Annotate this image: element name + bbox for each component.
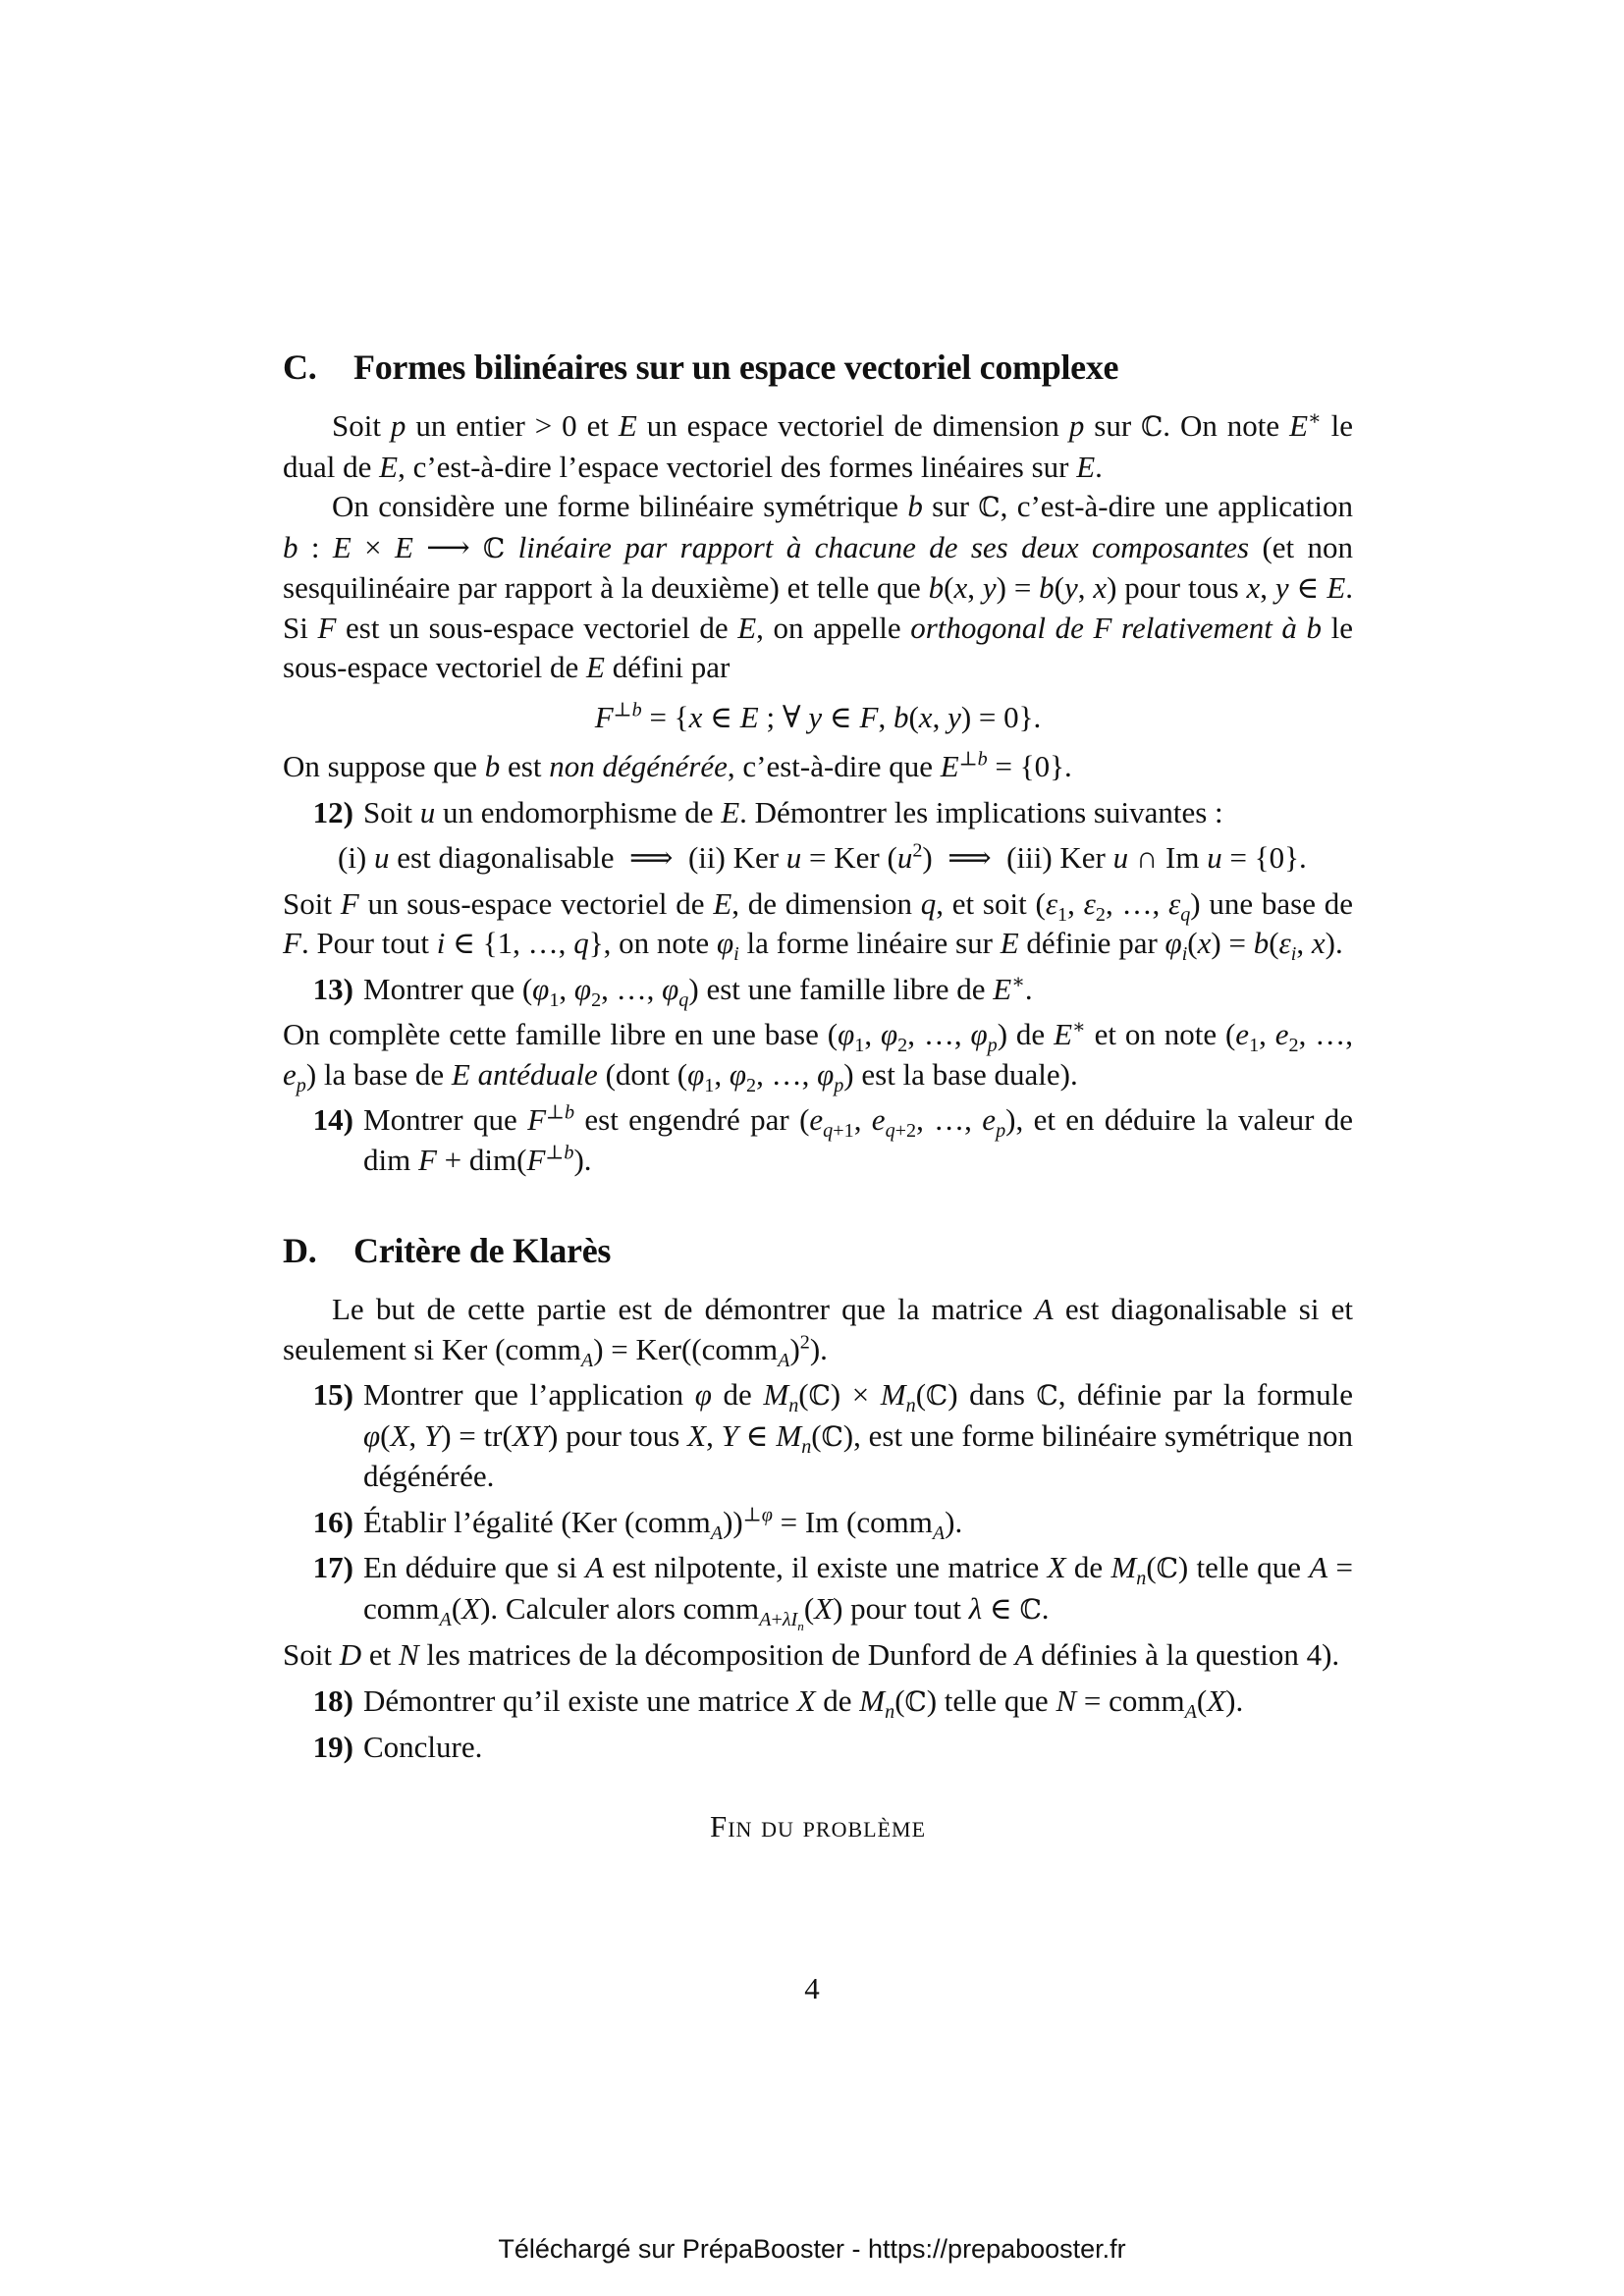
question-body: Démontrer qu’il existe une matrice X de $M_n(ℂ)$ telle que N = comm$_A$(X).: [363, 1682, 1244, 1723]
question-17: [283, 1548, 1354, 1633]
question-number: 13): [312, 971, 353, 1006]
question-16: [283, 1503, 1353, 1543]
question-15: [283, 1375, 1353, 1497]
question-body: Montrer que $F^{\perp b}$ est engendré par ($e_{q+1}$, $e_{q+2}$, …, $e_p$), et en déduire la valeur de dim $F + dim(F^{\perp b})$.: [363, 1101, 1354, 1177]
page-number: 4: [804, 1971, 820, 2005]
question-14: [283, 1100, 1353, 1180]
section-letter: C.: [283, 347, 317, 387]
paragraph-completion: On complète cette famille libre en une base ($\varphi_1$, $\varphi_2$, …, $\varphi_p$) de E∗ et on note ($e_1$, $e_2$, …, $e_p$) la base de E antéduale (dont ($\varphi_1$, $\varphi_2$, …, $\varphi_p$) est la base duale).: [283, 1016, 1354, 1096]
question-number: 19): [312, 1730, 353, 1764]
question-body: Montrer que ($\varphi_1$, $\varphi_2$, …, $\varphi_q$) est une famille libre de E∗.: [363, 971, 1033, 1011]
section-d-title: [283, 1229, 1353, 1272]
question-number: 12): [312, 794, 353, 829]
question-number: 18): [312, 1682, 353, 1718]
question-body: En déduire que si A est nilpotente, il existe une matrice X de $M_n(ℂ)$ telle que A = comm$_A$(X). Calculer alors comm$_{A+\lambda I_n}$(X) pour tout λ ∈ ℂ.: [363, 1550, 1354, 1633]
paragraph-non-degenerate: On suppose que b est non dégénérée, c’est-à-dire que $E^{\perp b} = \{0\}$.: [283, 748, 1072, 783]
question-13: [283, 970, 1353, 1010]
question-body: Soit u un endomorphisme de E. Démontrer les implications suivantes :: [363, 794, 1223, 829]
paragraph-intro-dual: Soit p un entier > 0 et E un espace vectoriel de dimension p sur ℂ. On note E∗ le dual de E, c’est-à-dire l’espace vectoriel des formes linéaires sur E.: [283, 407, 1354, 484]
paragraph-dunford: Soit D et N les matrices de la décomposition de Dunford de A définies à la question 4).: [283, 1637, 1340, 1672]
question-number: 17): [312, 1550, 353, 1584]
end-of-problem: Fin du problème: [709, 1808, 927, 1843]
question-number: 16): [312, 1504, 353, 1539]
paragraph-klares-goal: Le but de cette partie est de démontrer que la matrice A est diagonalisable si et seulement si Ker (comm$_A$) = Ker((comm$_A$)$^2$).: [283, 1292, 1353, 1371]
question-body: Conclure.: [363, 1730, 483, 1764]
section-spacer: [283, 1186, 1353, 1229]
question-number: 14): [312, 1102, 353, 1137]
question-18: [283, 1682, 1353, 1723]
question-body: Montrer que l’application φ de $M_n(ℂ)$ × $M_n(ℂ)$ dans ℂ, définie par la formule φ(X, Y) = tr(XY) pour tous X, Y ∈ $M_n(ℂ)$, est une forme bilinéaire symétrique non dégénérée.: [363, 1377, 1354, 1493]
section-letter: D.: [283, 1231, 317, 1270]
question-12-implications: (i) u est diagonalisable ⟹ (ii) Ker u = Ker $(u^2)$ ⟹ (iii) Ker u ∩ Im u = {0}.: [338, 839, 1307, 875]
question-number: 15): [312, 1377, 353, 1412]
display-equation-orthogonal: $F^{\perp b} = \{x$ ∈ E ; ∀ y ∈ F, b(x, y) = 0}.: [594, 699, 1042, 734]
question-19: [283, 1728, 1353, 1768]
section-title-text: Formes bilinéaires sur un espace vectoriel complexe: [353, 347, 1119, 387]
paragraph-setup-f: Soit F un sous-espace vectoriel de E, de dimension q, et soit ($\varepsilon_1$, $\varepsilon_2$, …, $\varepsilon_q$) une base de F. Pour tout i ∈ {1, …, q}, on note $\varphi_i$ la forme linéaire sur E définie par $\varphi_i(x) = b(\varepsilon_i$, x).: [283, 885, 1354, 966]
section-c-title: [283, 346, 1353, 389]
question-body: Établir l’égalité (Ker (comm$_A$))$^{\perp\varphi}$ = Im (comm$_A$).: [363, 1504, 963, 1544]
download-footer: Téléchargé sur PrépaBooster - https://prepabooster.fr: [498, 2234, 1126, 2264]
paragraph-bilinear-form: On considère une forme bilinéaire symétrique b sur ℂ, c’est-à-dire une application b : E × E ⟶ ℂ linéaire par rapport à chacune de ses deux composantes (et non sesquilinéaire par rapport à la deuxième) et telle que b(x, y) = b(y, x) pour tous x, y ∈ E. Si F est un sous-espace vectoriel de E, on appelle orthogonal de F relativement à b le sous-espace vectoriel de E défini par: [283, 489, 1354, 684]
document-page: [283, 346, 1353, 1846]
question-12: [283, 793, 1353, 833]
section-title-text: Critère de Klarès: [353, 1231, 612, 1270]
